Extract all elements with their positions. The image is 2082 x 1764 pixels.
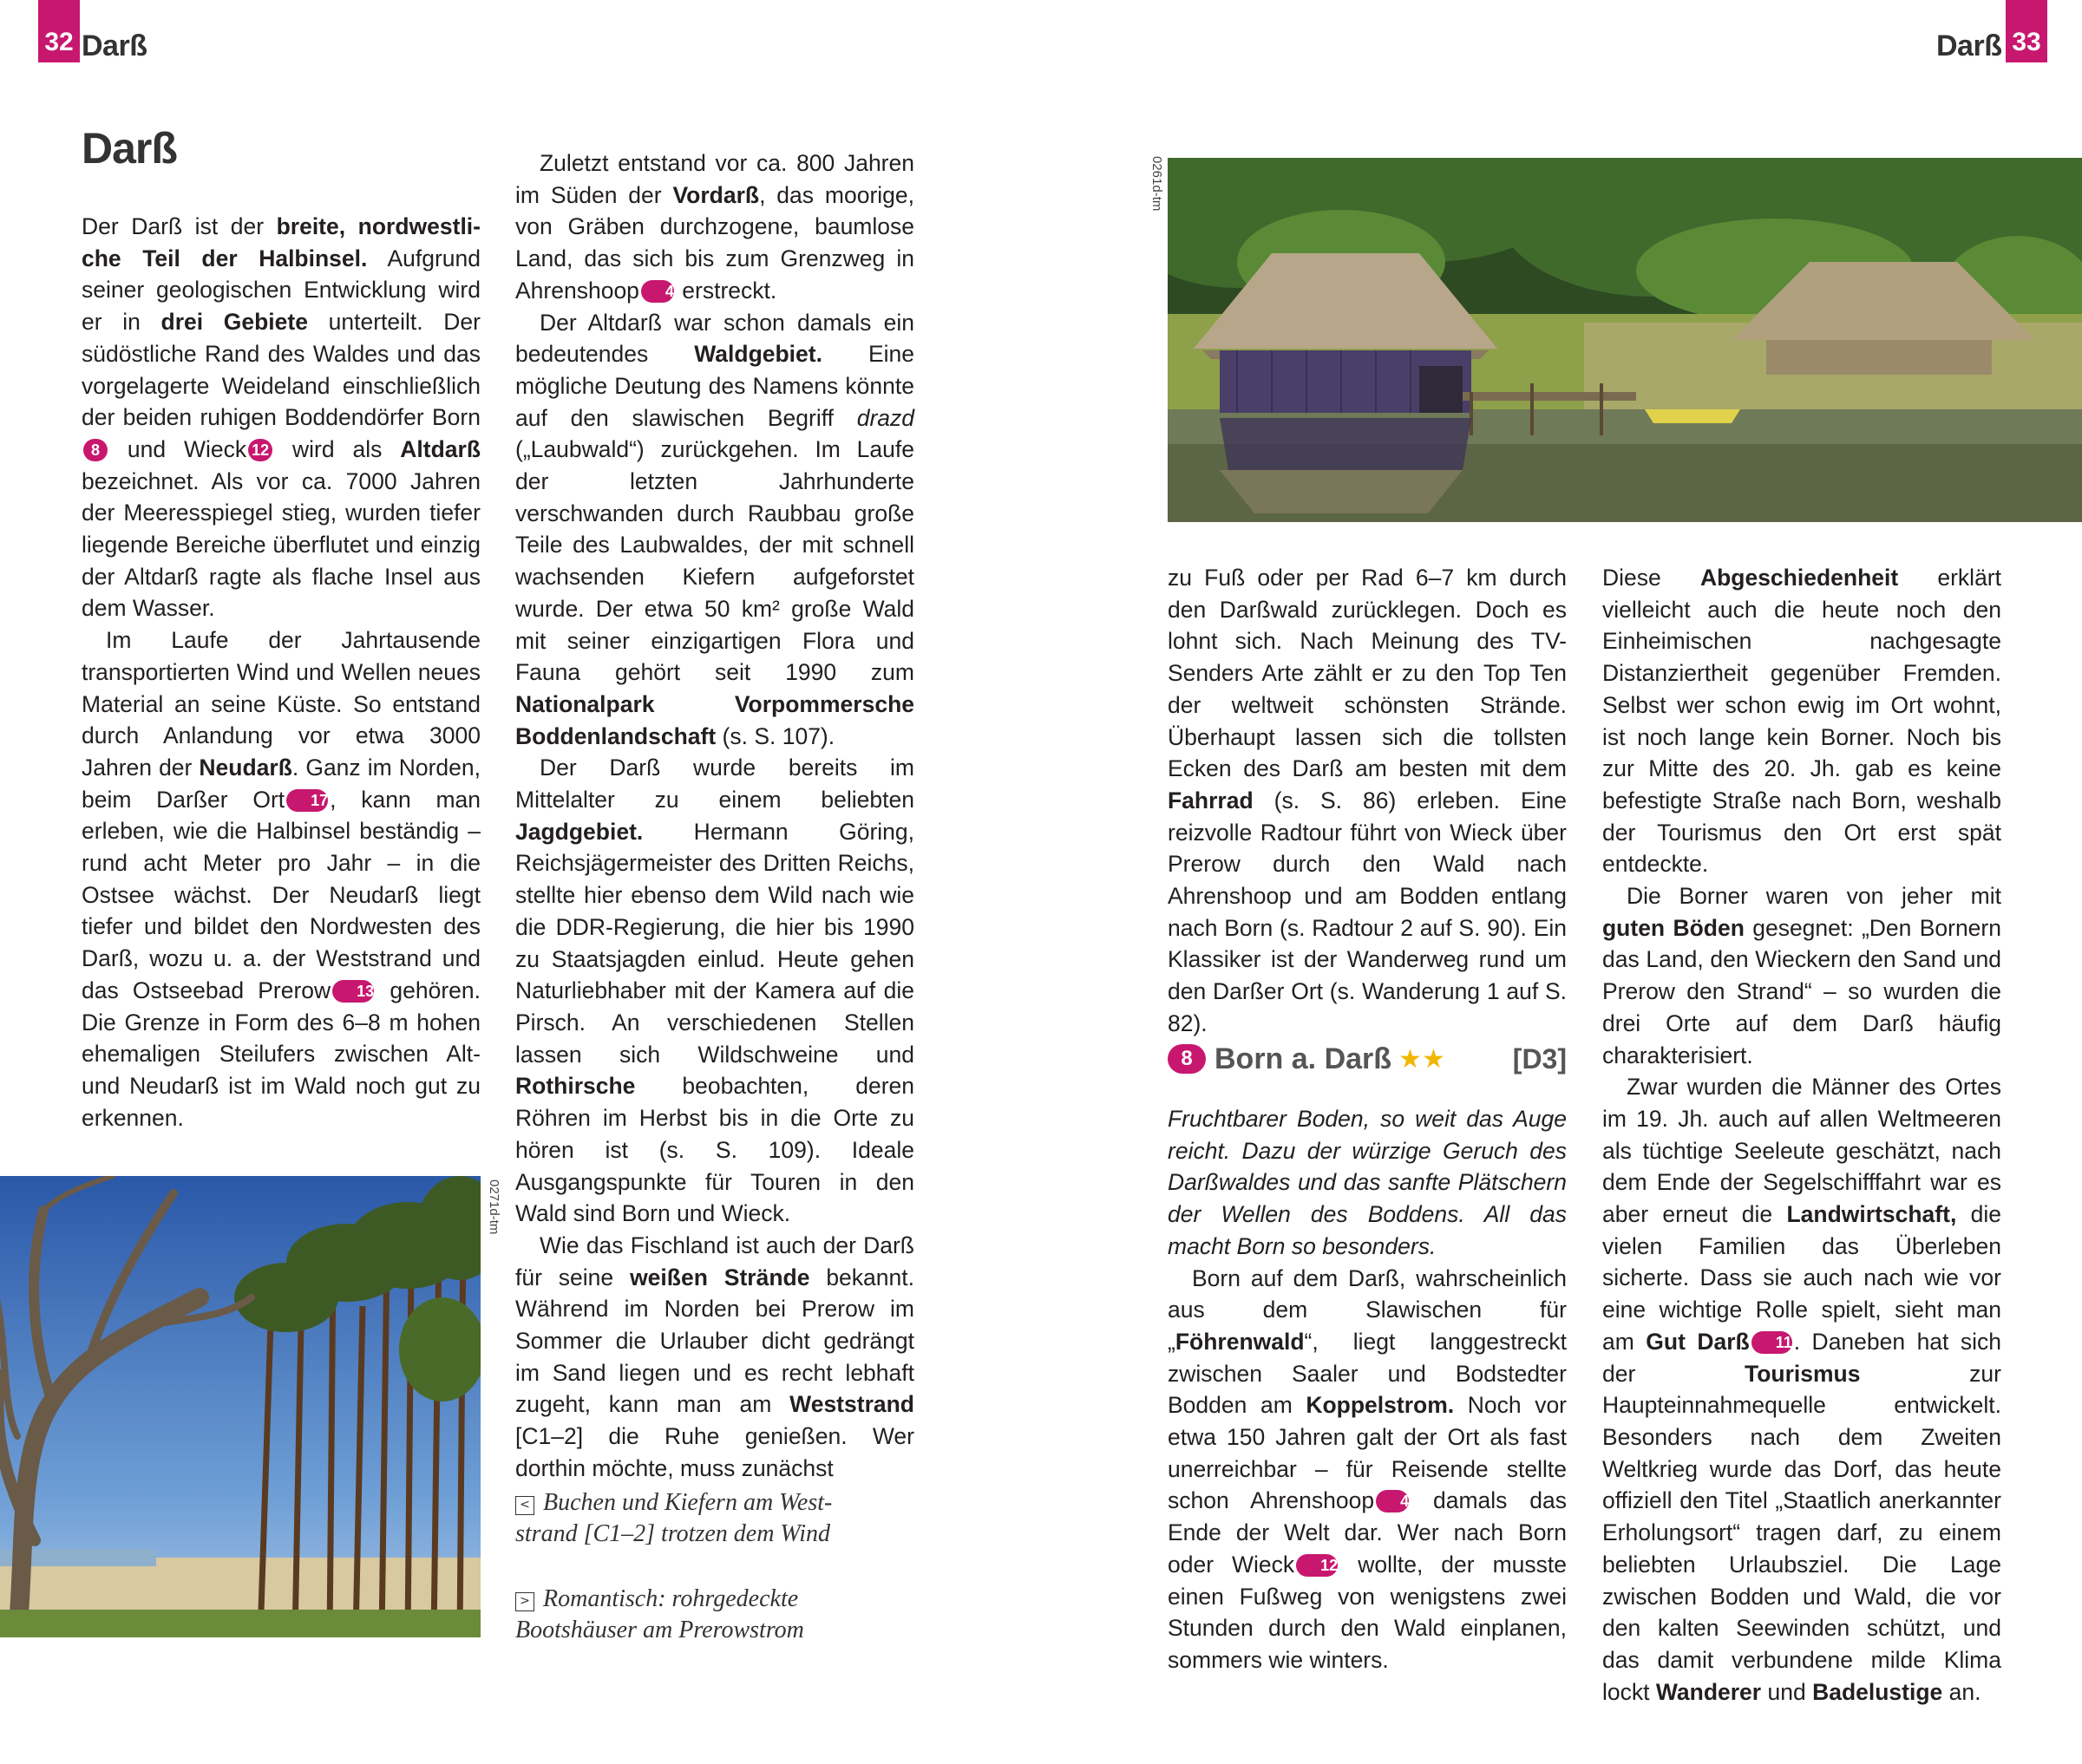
text-column-3 [1168,562,1567,1040]
paragraph: Diese Abgeschiedenheit erklärt vielleicht auch die heute noch den Einheimischen nachgesagte Distanziertheit gegenüber Fremden. Selbst wer schon ewig im Ort wohnt, ist noch lange kein Borner. Noch bis zur Mitte des 20. Jh. gab es keine befestigte Straße nach Born, weshalb der Tourismus den Ort erst spät entdeckte. [1602,565,2001,878]
text-column-3-born [1168,1103,1567,1676]
rating-stars-icon: ★★ [1398,1044,1445,1074]
paragraph: Der Darß ist der breite, nordwestli-che Teil der Halbinsel. Aufgrund seiner geologischen Entwicklung wird er in drei Gebiete unterteilt. Der südöstliche Rand des Waldes und das vorgelagerte Weideland einschließlich der beiden ruhigen Boddendörfer Born8 und Wieck 12 wird als Altdarß bezeichnet. Als vor ca. 7000 Jahren der Meeresspiegel stieg, wurden tiefer liegende Bereiche überflutet und einzig der Altdarß ragte als flache Insel aus dem Wasser. [82,213,481,622]
arrow-left-icon: < [515,1496,534,1515]
paragraph: Wie das Fischland ist auch der Darß für seine weißen Strände bekannt. Während im Norden bei Prerow im Sommer die Urlauber dicht gedrängt im Sand liegen und es recht lebhaft zugeht, kann man am Weststrand [C1–2] die Ruhe genießen. Wer dorthin möchte, muss zunächst [515,1232,914,1481]
beach-trees-photo [0,1176,481,1637]
section-title: Born a. Darß [1214,1042,1392,1075]
page-number-left: 32 [38,0,80,62]
text-column-4 [1602,562,2001,1708]
running-head-left: Darß [82,29,147,62]
paragraph: Zwar wurden die Männer des Ortes im 19. Jh. auch auf allen Weltmeeren als tüchtige Seeleute geschätzt, nach dem Ende der Segelschifffahrt war es aber erneut die Landwirtschaft, die vielen Familien das Überleben sicherte. Dass sie auch nach wie vor eine wichtige Rolle spielt, sieht man am Gut Darß 11. Daneben hat sich der Tourismus zur Haupteinnahmequelle entwickelt. Besonders nach dem Zweiten Weltkrieg wurde das Dorf, das heute offiziell den Titel „Staatlich anerkannter Erholungsort“ tragen darf, zu einem beliebten Urlaubsziel. Die Lage zwischen Bodden und Wald, die vor den kalten Seewinden schützt, und das damit verbundene milde Klima lockt Wanderer und Badelustige an. [1602,1074,2001,1705]
place-marker-13: 13 [332,980,374,1003]
arrow-right-icon: > [515,1592,534,1611]
paragraph: Born auf dem Darß, wahrscheinlich aus dem Slawischen für „Föhrenwald“, liegt langgestreckt zwischen Saaler und Bodstedter Bodden am Koppelstrom. Noch vor etwa 150 Jahren galt der Ort als fast unerreichbar – für Reisende stellte schon Ahrenshoop 4 damals das Ende der Welt dar. Wer nach Born oder Wieck 12 wollte, der musste einen Fußweg von wenigstens zwei Stunden durch den Wald einplanen, sommers wie winters. [1168,1264,1568,1673]
section-heading-born [1168,1039,1567,1079]
paragraph: Die Borner waren von jeher mit guten Böden gesegnet: „Den Bornern das Land, den Wieckern den Sand und Prerow den Strand“ – so wurden die drei Orte auf dem Darß häufig charakterisiert. [1602,883,2001,1068]
photo-credit-boathouses: 0261d-tm [1149,156,1164,212]
paragraph: Im Laufe der Jahrtausende transportierten Wind und Wellen neues Material an seine Küste. So entstand durch Anlandung vor etwa 3000 Jahren der Neudarß. Ganz im Norden, beim Darßer Ort 17, kann man erleben, wie die Halbinsel beständig – rund acht Meter pro Jahr – in die Ostsee wächst. Der Neudarß liegt tiefer und bildet den Nordwesten des Darß, wozu u. a. der Weststrand und das Ostseebad Prerow 13 gehören. Die Grenze in Form des 6–8 m hohen ehemaligen Steilufers zwischen Alt- und Neudarß ist im Wald noch gut zu erkennen. [82,627,481,1131]
section-number-badge: 8 [1168,1044,1206,1074]
place-marker-4: 4 [641,280,674,303]
place-marker-8: 8 [83,439,108,461]
place-marker-17: 17 [286,789,328,812]
boathouses-photo [1168,158,2082,522]
paragraph: Zuletzt entstand vor ca. 800 Jahren im Süden der Vordarß, das moorige, von Gräben durchzogene, baumlose Land, das sich bis zum Grenzweg in Ahrenshoop 4 erstreckt. [515,150,914,304]
paragraph: zu Fuß oder per Rad 6–7 km durch den Darßwald zurücklegen. Doch es lohnt sich. Nach Meinung des TV-Senders Arte zählt er zu den Top Ten der weltweit schönsten Strände. Überhaupt lassen sich die tollsten Ecken des Darß am besten mit dem Fahrrad (s. S. 86) erleben. Eine reizvolle Radtour führt von Wieck über Prerow durch den Wald nach Ahrenshoop und am Bodden entlang nach Born (s. Radtour 2 auf S. 90). Ein Klassiker ist der Wanderweg rund um den Darßer Ort (s. Wanderung 1 auf S. 82). [1168,565,1567,1036]
running-head-right: Darß [1936,29,2002,62]
paragraph: Der Altdarß war schon damals ein bedeutendes Waldgebiet. Eine mögliche Deutung des Namens könnte auf den slawischen Begriff drazd („Laubwald“) zurückgehen. Im Laufe der letzten Jahrhunderte verschwanden durch Raubbau große Teile des Laubwaldes, der mit schnell wachsenden Kiefern aufgeforstet wurde. Der etwa 50 km² große Wald mit seiner einzigartigen Flora und Fauna gehört seit 1990 zum Nationalpark Vorpommersche Boddenlandschaft (s. S. 107). [515,309,914,749]
caption-beach: < Buchen und Kiefern am West- strand [C1–2] trotzen dem Wind [515,1489,833,1547]
place-marker-12: 12 [248,439,272,461]
paragraph: Der Darß wurde bereits im Mittelalter zu einem beliebten Jagdgebiet. Hermann Göring, Reichsjägermeister des Dritten Reichs, stellte hier ebenso dem Wild nach wie die DDR-Regierung, die hier bis 1990 zu Staatsjagden einlud. Heute gehen Naturliebhaber mit der Kamera auf die Pirsch. An verschiedenen Stellen lassen sich Wildschweine und Rothirsche beobachten, deren Röhren im Herbst bis in die Orte zu hören ist (s. S. 109). Ideale Ausgangspunkte für Touren in den Wald sind Born und Wieck. [515,755,914,1227]
caption-boathouses: > Romantisch: rohrgedeckte Bootshäuser am Prerowstrom [515,1585,804,1643]
map-grid-reference: [D3] [1512,1042,1567,1075]
lead-paragraph: Fruchtbarer Boden, so weit das Auge reicht. Dazu der würzige Geruch des Darßwaldes und das sanfte Plätschern der Wellen des Boddens. All das macht Born so besonders. [1168,1106,1567,1259]
place-marker-11: 11 [1751,1331,1792,1354]
place-marker-4: 4 [1376,1490,1409,1512]
place-marker-12: 12 [1296,1554,1338,1577]
text-column-1 [82,211,481,1134]
page-title: Darß [82,124,177,173]
page-number-right: 33 [2006,0,2047,62]
photo-credit-beach: 0271d-tm [487,1179,501,1235]
text-column-2 [515,147,914,1485]
